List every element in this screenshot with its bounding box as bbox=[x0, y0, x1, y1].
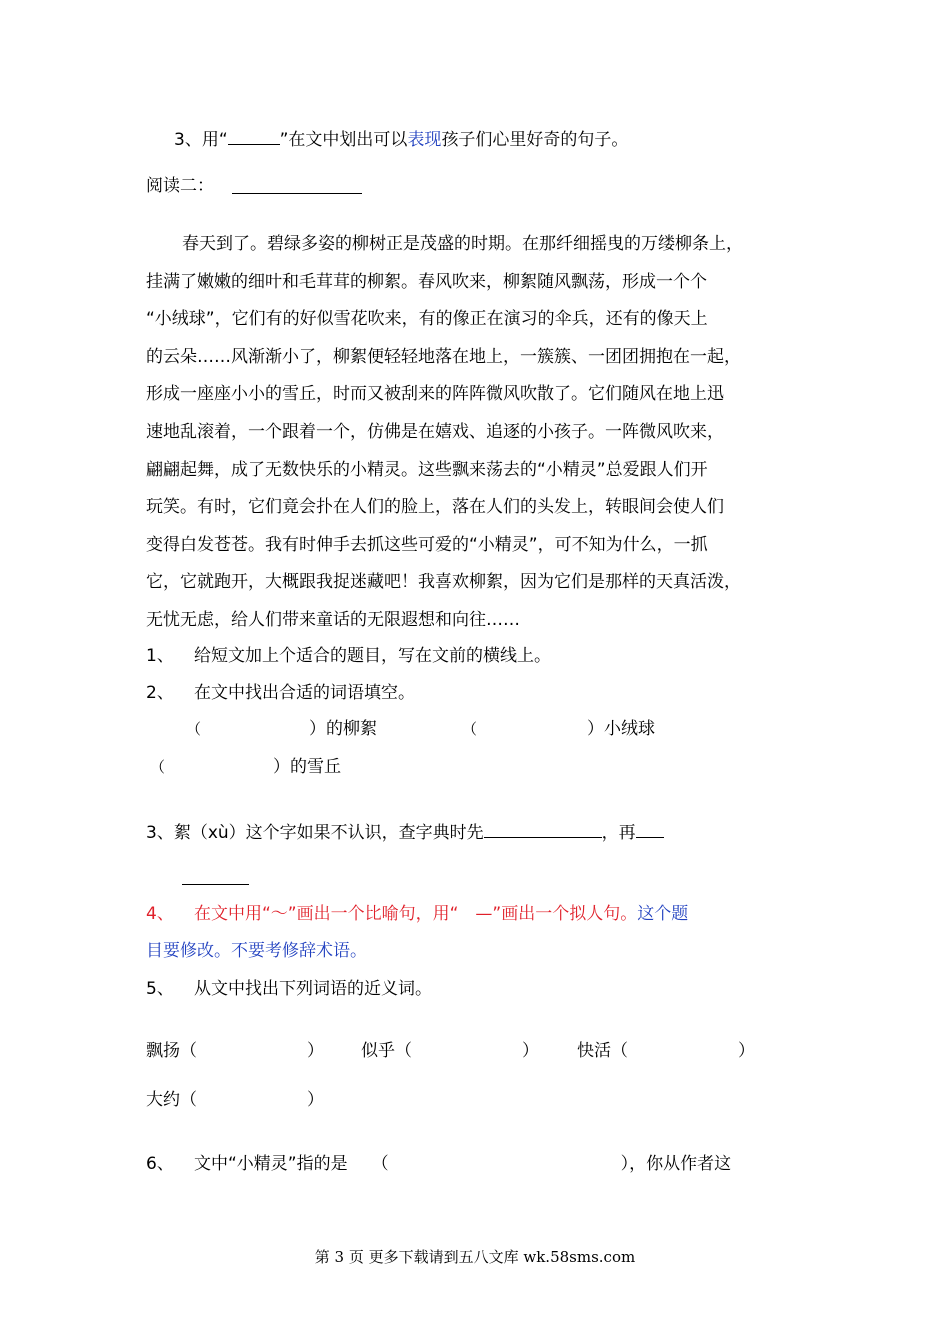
reading-2-heading bbox=[146, 175, 214, 197]
q2-number: 2、 bbox=[146, 683, 174, 703]
answer-blank-continued bbox=[182, 884, 249, 885]
q4-blue-note-b: 目要修改。不要考修辞术语。 bbox=[146, 941, 367, 961]
highlight-word: 表现 bbox=[407, 130, 442, 150]
passage bbox=[146, 233, 811, 647]
answer-blank bbox=[636, 819, 664, 838]
passage-line: “小绒球”，它们有的好似雪花吹来，有的像正在演习的伞兵，还有的像天上 bbox=[146, 309, 708, 330]
passage-line: 无忧无虑，给人们带来童话的无限遐想和向往…… bbox=[146, 609, 520, 630]
q3-text-b: ）这个字如果不认识，查字典时先 bbox=[228, 823, 484, 843]
passage-line: 翩翩起舞，成了无数快乐的小精灵。这些飘来荡去的“小精灵”总爱跟人们开 bbox=[146, 459, 708, 480]
q5-word-1: 飘扬（ ） bbox=[146, 1041, 324, 1061]
q4-blue-note-a: 这个题 bbox=[637, 904, 689, 924]
q6-text: 文中“小精灵”指的是 bbox=[194, 1154, 348, 1174]
q2-fill-1-text: ）的柳絮 bbox=[309, 719, 378, 739]
q3-text-a: 3、絮（ bbox=[146, 823, 208, 843]
passage-line: 形成一座座小小的雪丘，时而又被刮来的阵阵微风吹散了。它们随风在地上迅 bbox=[146, 384, 724, 405]
q5-word-2: 似乎（ ） bbox=[361, 1041, 539, 1061]
question-1 bbox=[146, 645, 551, 667]
reading-2-label: 阅读二： bbox=[146, 176, 214, 196]
question-6: 6、 文中“小精灵”指的是 （ ），你从作者这 bbox=[146, 1154, 732, 1174]
question-2 bbox=[146, 682, 415, 704]
question-3 bbox=[146, 819, 664, 844]
passage-line: 它，它就跑开，大概跟我捉迷藏吧！我喜欢柳絮，因为它们是那样的天真活泼， bbox=[146, 572, 741, 593]
passage-line: 速地乱滚着，一个跟着一个，仿佛是在嬉戏、追逐的小孩子。一阵微风吹来， bbox=[146, 421, 724, 442]
title-blank-line bbox=[232, 193, 362, 194]
passage-line: 玩笑。有时，它们竟会扑在人们的脸上，落在人们的头发上，转眼间会使人们 bbox=[146, 497, 724, 518]
q1-number: 1、 bbox=[146, 646, 174, 666]
q4-number: 4、 bbox=[146, 904, 174, 924]
underline-blank bbox=[228, 126, 280, 145]
passage-line: 春天到了。碧绿多姿的柳树正是茂盛的时期。在那纤细摇曳的万缕柳条上， bbox=[182, 234, 743, 254]
q1-text: 给短文加上个适合的题目，写在文前的横线上。 bbox=[194, 646, 551, 666]
q3-prefix: 3、用“ bbox=[174, 130, 228, 150]
q2-fill-2: （ ）小绒球 bbox=[462, 719, 656, 739]
q5-word-4: 大约（ ） bbox=[146, 1090, 324, 1110]
q4-red-text: 在文中用“～”画出一个比喻句，用“ —”画出一个拟人句。 bbox=[194, 904, 638, 924]
q2-fill-1: （ ）的柳絮 bbox=[186, 719, 378, 739]
passage-line: 变得白发苍苍。我有时伸手去抓这些可爱的“小精灵”，可不知为什么，一抓 bbox=[146, 534, 708, 555]
passage-line: 挂满了嫩嫩的细叶和毛茸茸的柳絮。春风吹来，柳絮随风飘荡，形成一个个 bbox=[146, 271, 707, 292]
q2-fill-3-text: ）的雪丘 bbox=[273, 757, 342, 777]
q6-close: ），你从作者这 bbox=[620, 1154, 732, 1174]
q6-number: 6、 bbox=[146, 1154, 174, 1174]
q5-word-3: 快活（ ） bbox=[577, 1041, 755, 1061]
q2-text: 在文中找出合适的词语填空。 bbox=[194, 683, 415, 703]
pinyin: xù bbox=[207, 823, 229, 843]
q5-number: 5、 bbox=[146, 979, 174, 999]
passage-line: 的云朵……风渐渐小了，柳絮便轻轻地落在地上，一簇簇、一团团拥抱在一起， bbox=[146, 346, 741, 367]
q3-rest: 孩子们心里好奇的句子。 bbox=[441, 130, 629, 150]
q2-fill-3: （ ）的雪丘 bbox=[150, 757, 342, 777]
question-4 bbox=[146, 903, 688, 925]
q5-text: 从文中找出下列词语的近义词。 bbox=[194, 979, 432, 999]
q3-suffix: ”在文中划出可以 bbox=[279, 130, 408, 150]
q2-fill-2-text: ）小绒球 bbox=[587, 719, 656, 739]
q3-comma: ，再 bbox=[601, 823, 636, 843]
answer-blank bbox=[484, 819, 602, 838]
page-footer: 第 3 页 更多下载请到五八文库 wk.58sms.com bbox=[314, 1248, 636, 1266]
question-5 bbox=[146, 978, 432, 1000]
question-3-top bbox=[174, 126, 628, 151]
